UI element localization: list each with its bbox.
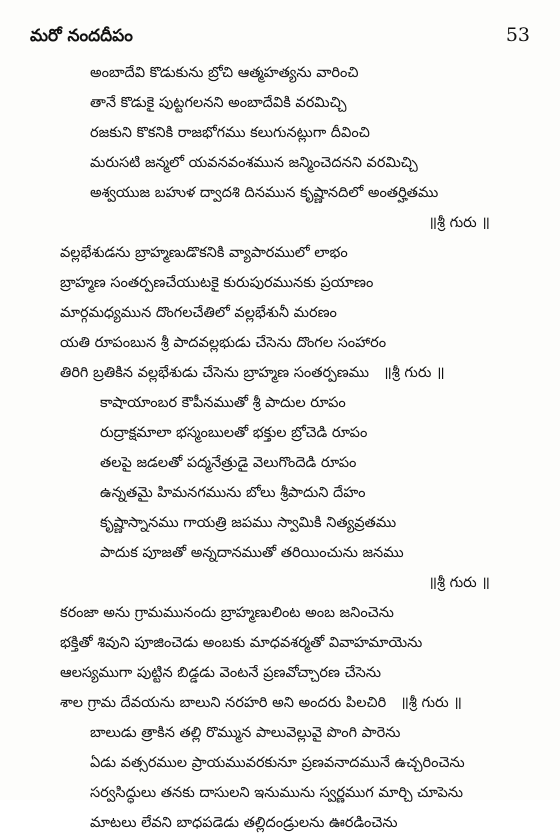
verse-line: యతి రూపంబున శ్రీ పాదవల్లభుడు చేసెను దొంగల సంహారం	[60, 335, 387, 351]
page-number: 53	[505, 24, 530, 46]
running-title: మరో నందదీపం	[30, 26, 133, 46]
stanza-2	[0, 238, 560, 388]
verse-line-with-refrain	[0, 688, 560, 718]
verse-line: ఏడు వత్సరముల ప్రాయమువరకునూ ప్రణవనాదమునే ఉచ్చరించెను	[90, 755, 465, 771]
verse-line: కరంజా అను గ్రామమునందు బ్రాహ్మణులింట అంబ జనించెను	[60, 605, 394, 621]
verse-line: సర్వసిద్ధులు తనకు దాసులని ఇనుమును స్వర్ణముగ మార్చి చూపెను	[90, 785, 463, 801]
verse-line: భక్తితో శివుని పూజించెడు అంబకు మాధవశర్మతో వివాహమాయెను	[60, 635, 423, 651]
verse-line: మరుసటి జన్మలో యవనవంశమున జన్మించెదనని వరమిచ్చి	[90, 155, 418, 171]
verse-text: శాల గ్రామ దేవయను బాలుని నరహరి అని అందరు పిలచిరి	[60, 695, 387, 711]
refrain: ॥శ్రీ గురు ॥	[428, 575, 490, 591]
verse-line: వల్లభేశుడను బ్రాహ్మణుడొకనికి వ్యాపారములో లాభం	[60, 245, 348, 261]
stanza-4	[0, 598, 560, 718]
verse-line: తలపై జడలతో పద్మనేత్రుడై వెలుగొందెడి రూపం	[100, 455, 357, 471]
refrain: ॥శ్రీ గురు ॥	[400, 695, 462, 711]
verse-line: ఉన్నతమై హిమనగమును బోలు శ్రీపాదుని దేహం	[100, 485, 366, 501]
verse-line: కాషాయాంబర కౌపీనముతో శ్రీ పాదుల రూపం	[100, 395, 346, 411]
verse-line: తానే కొడుకై పుట్టగలనని అంబాదేవికి వరమిచ్చి	[90, 95, 347, 111]
stanza-1	[0, 58, 560, 238]
page-header	[30, 24, 530, 52]
verse-line: అంబాదేవి కొడుకును బ్రోచి ఆత్మహత్యను వారించి	[90, 65, 359, 81]
verse-line-with-refrain	[0, 358, 560, 388]
verse-line: కృష్ణాస్నానము గాయత్రి జపము స్వామికి నిత్యవ్రతము	[100, 515, 397, 531]
stanza-3	[0, 388, 560, 598]
verse-line: రజకుని కొకనికి రాజభోగము కలుగునట్లుగా దీవించి	[90, 125, 370, 141]
stanza-5	[0, 718, 560, 838]
verse-line: మాటలు లేవని బాధపడెడు తల్లిదండ్రులను ఊరడించెను	[90, 815, 398, 831]
verse-line: బాలుడు త్రాకిన తల్లి రొమ్మున పాలువెల్లువై పొంగి పారెను	[90, 725, 401, 741]
verse-text: తిరిగి బ్రతికిన వల్లభేశుడు చేసెను బ్రాహ్మణ సంతర్పణము	[60, 365, 370, 381]
verse-line: అశ్వయుజ బహుళ ద్వాదశి దినమున కృష్ణానదిలో అంతర్హితము	[90, 185, 439, 201]
page-content	[0, 58, 560, 838]
verse-line: బ్రాహ్మణ సంతర్పణచేయుటకై కురుపురమునకు ప్రయాణం	[60, 275, 374, 291]
refrain: ॥శ్రీ గురు ॥	[428, 215, 490, 231]
verse-line: ఆలస్యముగా పుట్టిన బిడ్డడు వెంటనే ప్రణవోచ్చారణ చేసెను	[60, 665, 381, 681]
verse-line: మార్గమధ్యమున దొంగలచేతిలో వల్లభేశునీ మరణం	[60, 305, 337, 321]
refrain: ॥శ్రీ గురు ॥	[383, 365, 445, 381]
verse-line: పాదుక పూజతో అన్నదానముతో తరియించును జనము	[100, 545, 404, 561]
verse-line: రుద్రాక్షమాలా భస్మంబులతో భక్తుల బ్రోచెడి రూపం	[100, 425, 368, 441]
